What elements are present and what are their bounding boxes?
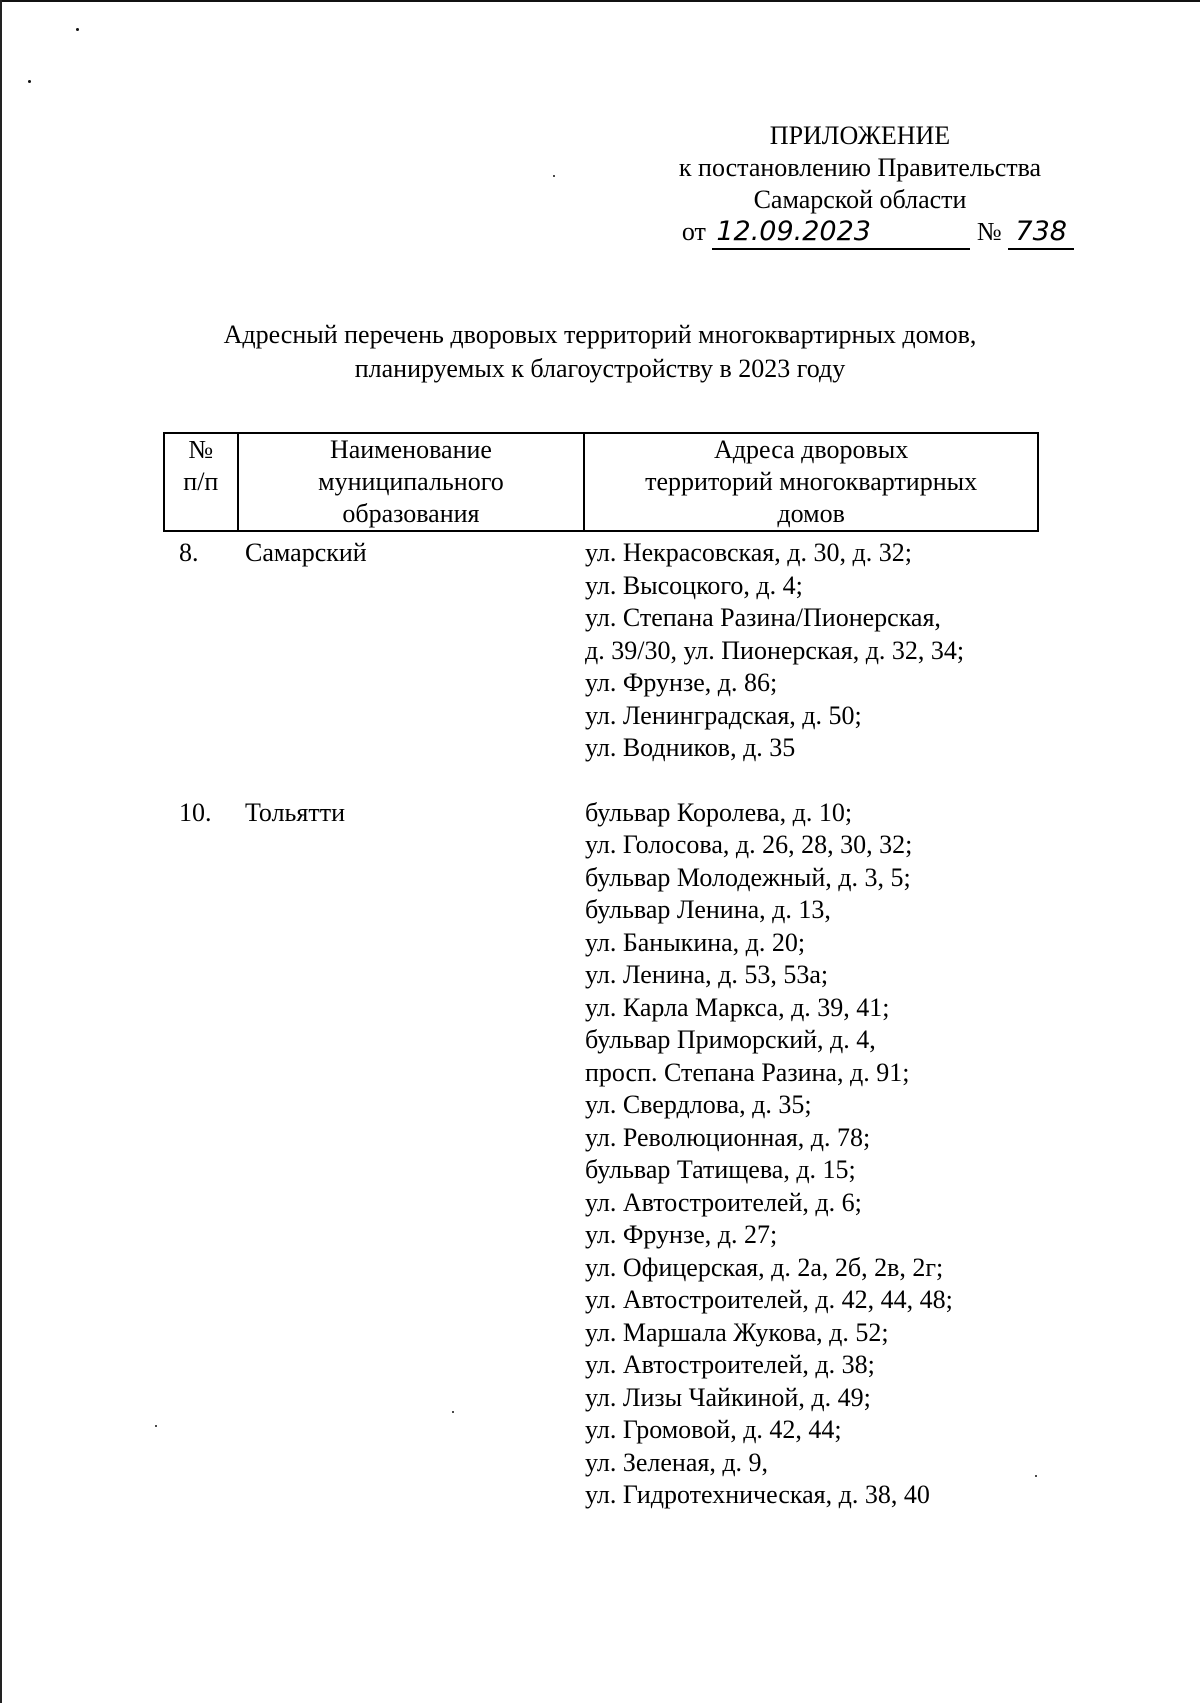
row-addresses [557, 797, 1039, 1512]
heading-line-2: планируемых к благоустройству в 2023 году [354, 354, 846, 383]
address-line: бульвар Королева, д. 10; [585, 797, 853, 827]
address-line: д. 39/30, ул. Пионерская, д. 32, 34; [585, 635, 965, 665]
address-line: бульвар Татищева, д. 15; [585, 1155, 856, 1184]
address-line: просп. Степана Разина, д. 91; [585, 1057, 910, 1087]
header-municipality-line-1: Наименование [329, 435, 492, 464]
address-line: ул. Фрунзе, д. 86; [585, 668, 778, 697]
appendix-date-line [666, 216, 1090, 250]
address-line: ул. Некрасовская, д. 30, д. 32; [585, 538, 912, 567]
address-line: ул. Офицерская, д. 2а, 2б, 2в, 2г; [585, 1252, 944, 1282]
address-line: ул. Автостроителей, д. 42, 44, 48; [585, 1285, 953, 1314]
header-municipality-line-3: образования [342, 499, 480, 528]
address-line: ул. Автостроителей, д. 38; [585, 1350, 875, 1379]
header-addresses [584, 433, 1038, 531]
address-line: ул. Карла Маркса, д. 39, 41; [585, 992, 890, 1022]
address-line: ул. Революционная, д. 78; [585, 1122, 871, 1152]
address-line: ул. Баныкина, д. 20; [585, 927, 806, 957]
header-number-line-1: № [188, 435, 214, 464]
document-heading [120, 318, 1080, 386]
handwritten-date: 12.09.2023 [712, 216, 970, 250]
address-line: ул. Громовой, д. 42, 44; [585, 1415, 842, 1444]
scan-speck [155, 1425, 157, 1427]
address-line: бульвар Молодежный, д. 3, 5; [585, 862, 911, 892]
address-line: ул. Гидротехническая, д. 38, 40 [585, 1480, 930, 1509]
row-municipality: Самарский [245, 538, 367, 567]
scan-speck [76, 28, 79, 31]
address-line: ул. Ленинградская, д. 50; [585, 700, 862, 730]
table-row [163, 797, 1039, 1512]
table-row [163, 537, 1039, 765]
appendix-line-1: к постановлению Правительства [678, 153, 1042, 182]
address-line: ул. Высоцкого, д. 4; [585, 570, 803, 600]
scan-speck [28, 80, 31, 83]
address-line: ул. Автостроителей, д. 6; [585, 1187, 862, 1217]
header-municipality [238, 433, 585, 531]
address-line: бульвар Ленина, д. 13, [585, 895, 831, 924]
address-line: ул. Лизы Чайкиной, д. 49; [585, 1382, 871, 1412]
address-line: ул. Фрунзе, д. 27; [585, 1220, 778, 1249]
address-line: ул. Зеленая, д. 9, [585, 1447, 769, 1477]
header-number-line-2: п/п [183, 467, 219, 496]
scan-top-edge [0, 0, 1200, 2]
header-municipality-line-2: муниципального [318, 467, 504, 496]
address-line: ул. Голосова, д. 26, 28, 30, 32; [585, 830, 913, 859]
row-number: 8. [179, 538, 199, 567]
table-body [163, 537, 1039, 1512]
row-municipality: Тольятти [245, 797, 346, 827]
header-addresses-line-3: домов [777, 499, 845, 528]
date-prefix: от [681, 217, 706, 246]
address-line: ул. Водников, д. 35 [585, 733, 796, 762]
header-addresses-line-2: территорий многоквартирных [645, 467, 978, 496]
row-addresses [557, 537, 1039, 765]
appendix-title: ПРИЛОЖЕНИЕ [769, 121, 951, 150]
header-number [164, 433, 238, 531]
header-addresses-line-1: Адреса дворовых [714, 435, 909, 464]
handwritten-number: 738 [1008, 216, 1074, 250]
address-line: ул. Степана Разина/Пионерская, [585, 603, 941, 632]
number-prefix: № [976, 217, 1002, 246]
appendix-line-2: Самарской области [753, 185, 967, 214]
table-header [163, 432, 1039, 532]
row-number: 10. [179, 797, 212, 827]
appendix-block [630, 120, 1090, 250]
address-line: ул. Свердлова, д. 35; [585, 1090, 812, 1119]
heading-line-1: Адресный перечень дворовых территорий многоквартирных домов, [223, 320, 977, 349]
scan-speck [553, 175, 555, 177]
address-line: ул. Маршала Жукова, д. 52; [585, 1317, 889, 1347]
address-line: ул. Ленина, д. 53, 53а; [585, 960, 829, 989]
address-line: бульвар Приморский, д. 4, [585, 1025, 876, 1054]
scan-left-edge [0, 0, 2, 1703]
